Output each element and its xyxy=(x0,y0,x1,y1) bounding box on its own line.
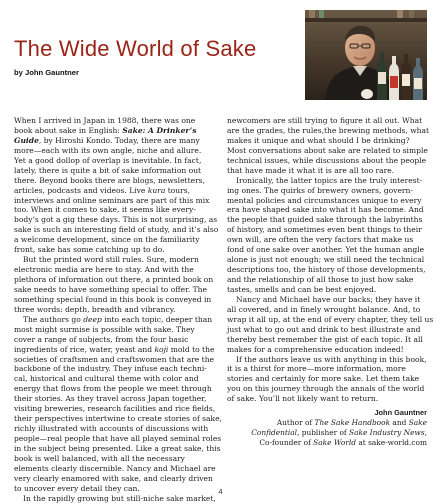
text-line: cal, historical and cultural theme with color and xyxy=(14,374,199,384)
text-line: wrap it all up, at the end of every chapter, they tell us xyxy=(227,314,434,324)
text-line: there. Beyond books there are blogs, newsletters, xyxy=(14,175,205,185)
text-line: you on this journey through the annals of the world xyxy=(227,384,425,394)
text-line: electronic media are here to stay. And with the xyxy=(14,265,194,275)
text-line: But the printed word still rules. Sure, modern xyxy=(23,255,199,265)
text-line: ing ones. The quirks of brewery owners, govern- xyxy=(227,185,413,195)
text-line: visiting breweries, research facilities and rice fields, xyxy=(14,404,216,414)
text-line: thereby best remember the gist of each topic. It all xyxy=(227,334,423,344)
text-line: book about sake in English: Sake: A Drinker’s xyxy=(14,125,197,135)
text-line: Most conversations about sake are related to simple xyxy=(227,145,428,155)
text-column-right xyxy=(227,116,434,404)
text-line: front, sake has some catching up to do. xyxy=(14,245,165,255)
text-line: makes it unique and what should I be drinking? xyxy=(227,135,410,145)
text-line: to uncover every detail they can. xyxy=(14,483,140,493)
text-line: elements clearly discernible. Nancy and Michael are xyxy=(14,463,216,473)
author-photo-illustration xyxy=(305,10,427,100)
signature-line-3: Co-founder of Sake World at sake-world.com xyxy=(259,437,427,447)
text-line: three words: depth, breadth and vibrancy. xyxy=(14,304,176,314)
signature-block xyxy=(251,408,427,448)
text-line: own will, are often the very factors that make us xyxy=(227,235,414,245)
text-line: articles, podcasts and videos. Live kura tours, xyxy=(14,185,191,195)
text-line: book is well balanced, with all the necessary xyxy=(14,453,185,463)
byline: by John Gauntner xyxy=(14,68,79,77)
text-line: newcomers are still trying to figure it all out. What xyxy=(227,116,423,125)
text-line: societies of craftsmen and craftswomen that are the xyxy=(14,354,215,364)
signature-line-1: Author of The Sake Handbook and Sake xyxy=(276,417,427,427)
text-line: The authors go deep into each topic, deeper than xyxy=(23,314,213,324)
text-line: descriptions too, the history of those developments, xyxy=(227,265,426,275)
text-line: backbone of the industry. They infuse each techni- xyxy=(14,364,207,374)
text-line: tastes, smells and can be best enjoyed. xyxy=(227,284,377,294)
text-line: just what to go out and drink to best illustrate and xyxy=(227,324,421,334)
text-line: and the relationship of all those to just how sake xyxy=(227,275,414,284)
text-line: a welcome development, since on the familiarity xyxy=(14,235,200,245)
text-line: in the subject being presented. Like a great sake, this xyxy=(14,443,221,453)
text-line: mental policies and circumstances unique to every xyxy=(227,195,422,205)
text-line: When I arrived in Japan in 1988, there was one xyxy=(14,116,196,125)
text-line: sake needs to have something special to offer. The xyxy=(14,284,208,294)
text-line: Yet a good dollop of overlap is inevitable. In fact, xyxy=(14,155,202,165)
text-line: all covered, and in finely wrought balance. And, to xyxy=(227,304,421,314)
text-line: In the rapidly growing but still-niche sake market, xyxy=(23,493,216,503)
page-title: The Wide World of Sake xyxy=(14,36,257,61)
text-line: sake is such an interesting field of study, and it’s also xyxy=(14,225,219,235)
text-line: body’s got a gig these days. This is not surprising, as xyxy=(14,215,218,225)
text-line: something special found in this book is conveyed in xyxy=(14,294,212,304)
text-line: more—each with its own angle, niche and allure. xyxy=(14,145,202,155)
text-line: alone is just not enough; we still need the technical xyxy=(227,255,425,265)
text-line: stories and certainly for more sake. Let them take xyxy=(227,374,420,384)
text-line: energy that flows from the people we meet through xyxy=(14,384,212,394)
text-line: the people that guided sake through the labyrinths xyxy=(227,215,423,225)
text-line: very clearly enamored with sake, and clearly driven xyxy=(14,473,213,483)
text-line: If the authors leave us with anything in this book, xyxy=(236,354,427,364)
text-line: era have shaped sake into what it has become. And xyxy=(227,205,424,215)
text-line: Nancy and Michael have our backs; they have it xyxy=(236,294,421,304)
text-line: are the grades, the rules,the brewing methods, what xyxy=(227,125,430,135)
text-line: makes for a comprehensive education indeed! xyxy=(227,344,404,354)
text-line: cover a range of subjects, from the four basic xyxy=(14,334,189,344)
text-line: their stories. As they travel across Japan together, xyxy=(14,394,207,404)
text-line: technical issues, while discussions about the people xyxy=(227,155,427,165)
text-line: Ironically, the latter topics are the truly interest- xyxy=(236,175,423,185)
text-line: most might surmise is possible with sake. They xyxy=(14,324,195,334)
text-column-left xyxy=(14,116,222,504)
text-line: Guide, by Hiroshi Kondo. Today, there are many xyxy=(14,135,200,145)
text-line: it is a thirst for more—more information, more xyxy=(227,364,406,374)
text-line: people—real people that have all played seminal roles xyxy=(14,434,222,443)
text-line: interviews and online seminars are part of this mix xyxy=(14,195,210,205)
signature-name: John Gauntner xyxy=(374,408,427,417)
author-photo xyxy=(305,10,427,100)
text-line: ingredients of rice, water, yeast and koji mold to the xyxy=(14,344,215,354)
text-line: of history, and sometimes even bent things to their xyxy=(227,225,422,235)
text-line: too. When it comes to sake, it seems like every- xyxy=(14,205,196,215)
page-number: 4 xyxy=(218,487,223,496)
text-line: that have made it what it is are all too rare. xyxy=(227,165,395,175)
text-line: their perspectives intertwine to create stories of sake, xyxy=(14,414,222,424)
text-line: richly illustrated with accounts of discussions with xyxy=(14,424,209,434)
text-line: of sake. You’ll not likely want to return. xyxy=(227,394,379,404)
text-line: fond of one sake over another. Yet the human angle xyxy=(227,245,425,255)
signature-line-2: Confidential, publisher of Sake Industry News, xyxy=(251,427,427,437)
text-line: lately, there is quite a bit of sake information out xyxy=(14,165,202,175)
text-line: plethora of information out there, a printed book on xyxy=(14,275,214,284)
